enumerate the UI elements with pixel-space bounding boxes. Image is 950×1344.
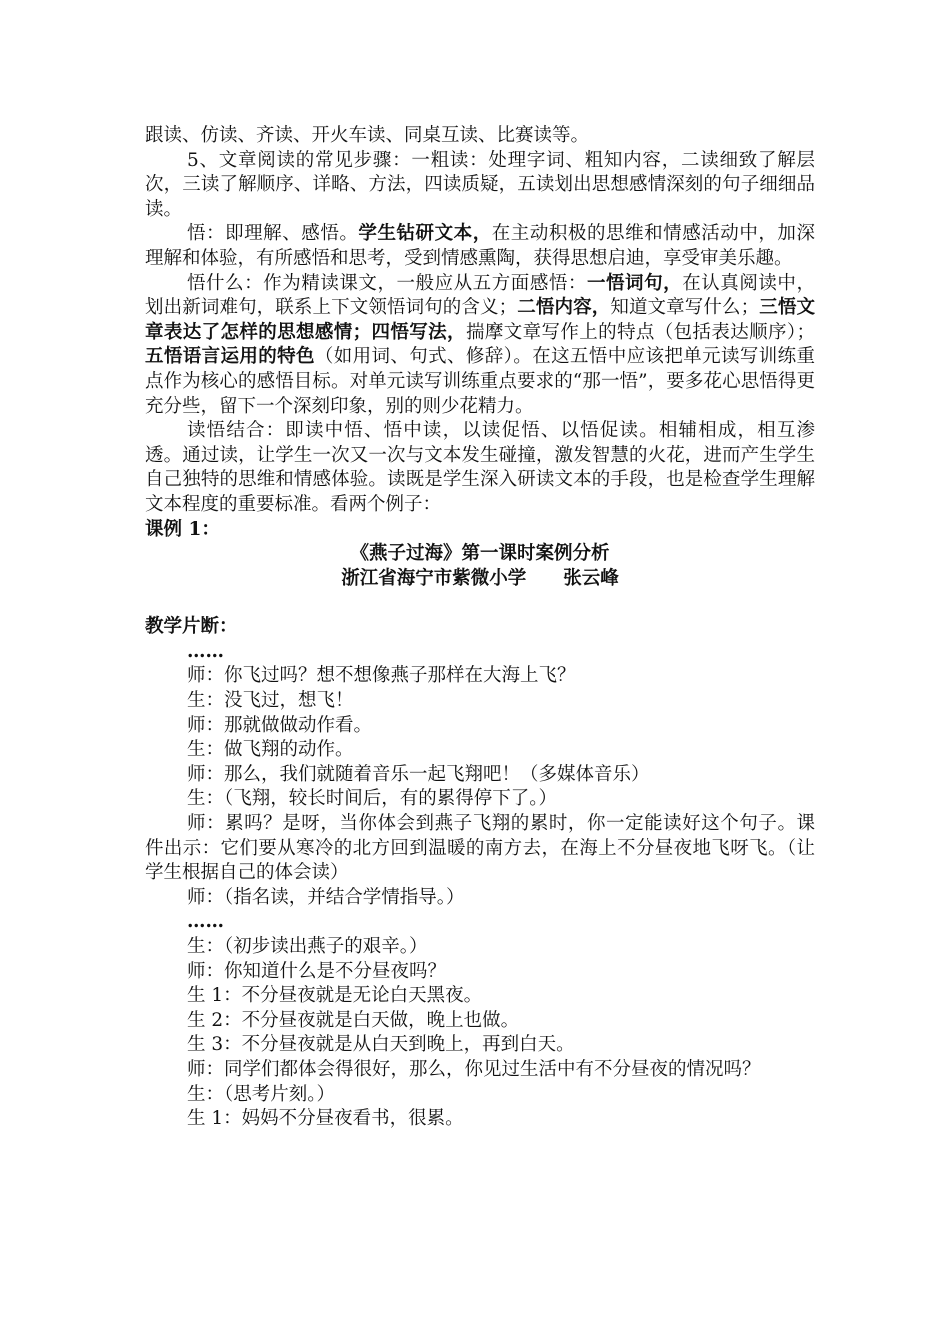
text-run: 揣摩文章写作上的特点（包括表达顺序）；	[465, 321, 815, 343]
dialogue-line: 生：（思考片刻。）	[187, 1083, 336, 1105]
dialogue-line: 生：没飞过，想飞！	[187, 690, 354, 712]
text-run: （如用词、句式、修辞）。在这五悟中应该把单元读写训练重点作为核心的感悟目标。对单元读写训练重点要求的“那一悟”，要多花心思悟得更充分些，留下一个深刻印象，别的则少花精力。	[145, 346, 815, 417]
paragraph-wu-definition	[145, 222, 815, 271]
ellipsis: ……	[187, 911, 224, 933]
dialogue-line: 生：（飞翔，较长时间后，有的累得停下了。）	[187, 788, 558, 810]
bold-text-run: 五悟语言运用的特色	[145, 346, 315, 368]
bold-text-run: 学生钻研文本，	[358, 223, 492, 245]
dialogue-line: 生 2：不分昼夜就是白天做，晚上也做。	[187, 1009, 520, 1031]
blank-line	[145, 591, 815, 615]
paragraph-five-wu	[145, 272, 815, 420]
ellipsis: ……	[187, 640, 224, 662]
bold-text-run: 三悟文章表达了怎样的思想感情；四悟写法，	[145, 297, 815, 343]
dialogue-line: 师：同学们都体会得很好，那么，你见过生活中有不分昼夜的情况吗？	[187, 1058, 761, 1080]
text-run: 在主动积极的思维和情感活动中，加深理解和体验，有所感悟和思考，受到情感熏陶，获得思想启迪，享受审美乐趣。	[145, 223, 815, 269]
text-run: 悟什么：作为精读课文，一般应从五方面感悟：	[187, 272, 587, 294]
dialogue-line: 生：做飞翔的动作。	[187, 739, 354, 761]
dialogue-line: 生 1：妈妈不分昼夜看书，很累。	[187, 1108, 464, 1130]
bold-text-run: 一悟词句，	[586, 272, 683, 294]
document-page	[145, 124, 815, 1132]
dialogue-line: 师：累吗？是呀，当你体会到燕子飞翔的累时，你一定能读好这个句子。课件出示：它们要从寒冷的北方回到温暖的南方去，在海上不分昼夜地飞呀飞。（让学生根据自己的体会读）	[145, 813, 815, 884]
dialogue-line: 师：你知道什么是不分昼夜吗？	[187, 960, 447, 982]
paragraph-reading-steps: 5、文章阅读的常见步骤：一粗读：处理字词、粗知内容，二读细致了解层次，三读了解顺序、详略、方法，四读质疑，五读划出思想感情深刻的句子细细品读。	[145, 149, 815, 220]
text-run: 在认真阅读中，划出新词难句，联系上下文领悟词句的含义；	[145, 272, 815, 319]
text-run: 知道文章写什么；	[610, 297, 760, 319]
dialogue-line: 师：（指名读，并结合学情指导。）	[187, 886, 465, 908]
dialogue-line: 师：你飞过吗？想不想像燕子那样在大海上飞？	[187, 665, 576, 687]
example-label: 课例 1：	[145, 518, 220, 540]
dialogue-line: 生 3：不分昼夜就是从白天到晚上，再到白天。	[187, 1034, 575, 1056]
dialogue-line: 师：那么，我们就随着音乐一起飞翔吧！（多媒体音乐）	[187, 763, 650, 785]
bold-text-run: 二悟内容，	[517, 297, 611, 319]
paragraph-read-wu-combined: 读悟结合：即读中悟、悟中读，以读促悟、以悟促读。相辅相成，相互渗透。通过读，让学生一次又一次与文本发生碰撞，激发智慧的火花，进而产生学生自己独特的思维和情感体验。读既是学生深入研读文本的手段，也是检查学生理解文本程度的重要标准。看两个例子：	[145, 420, 815, 515]
case-author: 浙江省海宁市紫微小学 张云峰	[341, 567, 619, 589]
dialogue-line: 生 1：不分昼夜就是无论白天黑夜。	[187, 985, 483, 1007]
section-label: 教学片断：	[145, 616, 238, 638]
dialogue-line: 生：（初步读出燕子的艰辛。）	[187, 936, 428, 957]
case-title: 《燕子过海》第一课时案例分析	[350, 543, 610, 565]
paragraph-reading-methods: 跟读、仿读、齐读、开火车读、同桌互读、比赛读等。	[145, 125, 590, 146]
text-run: 悟：即理解、感悟。	[187, 223, 359, 245]
dialogue-line: 师：那就做做动作看。	[187, 714, 373, 736]
